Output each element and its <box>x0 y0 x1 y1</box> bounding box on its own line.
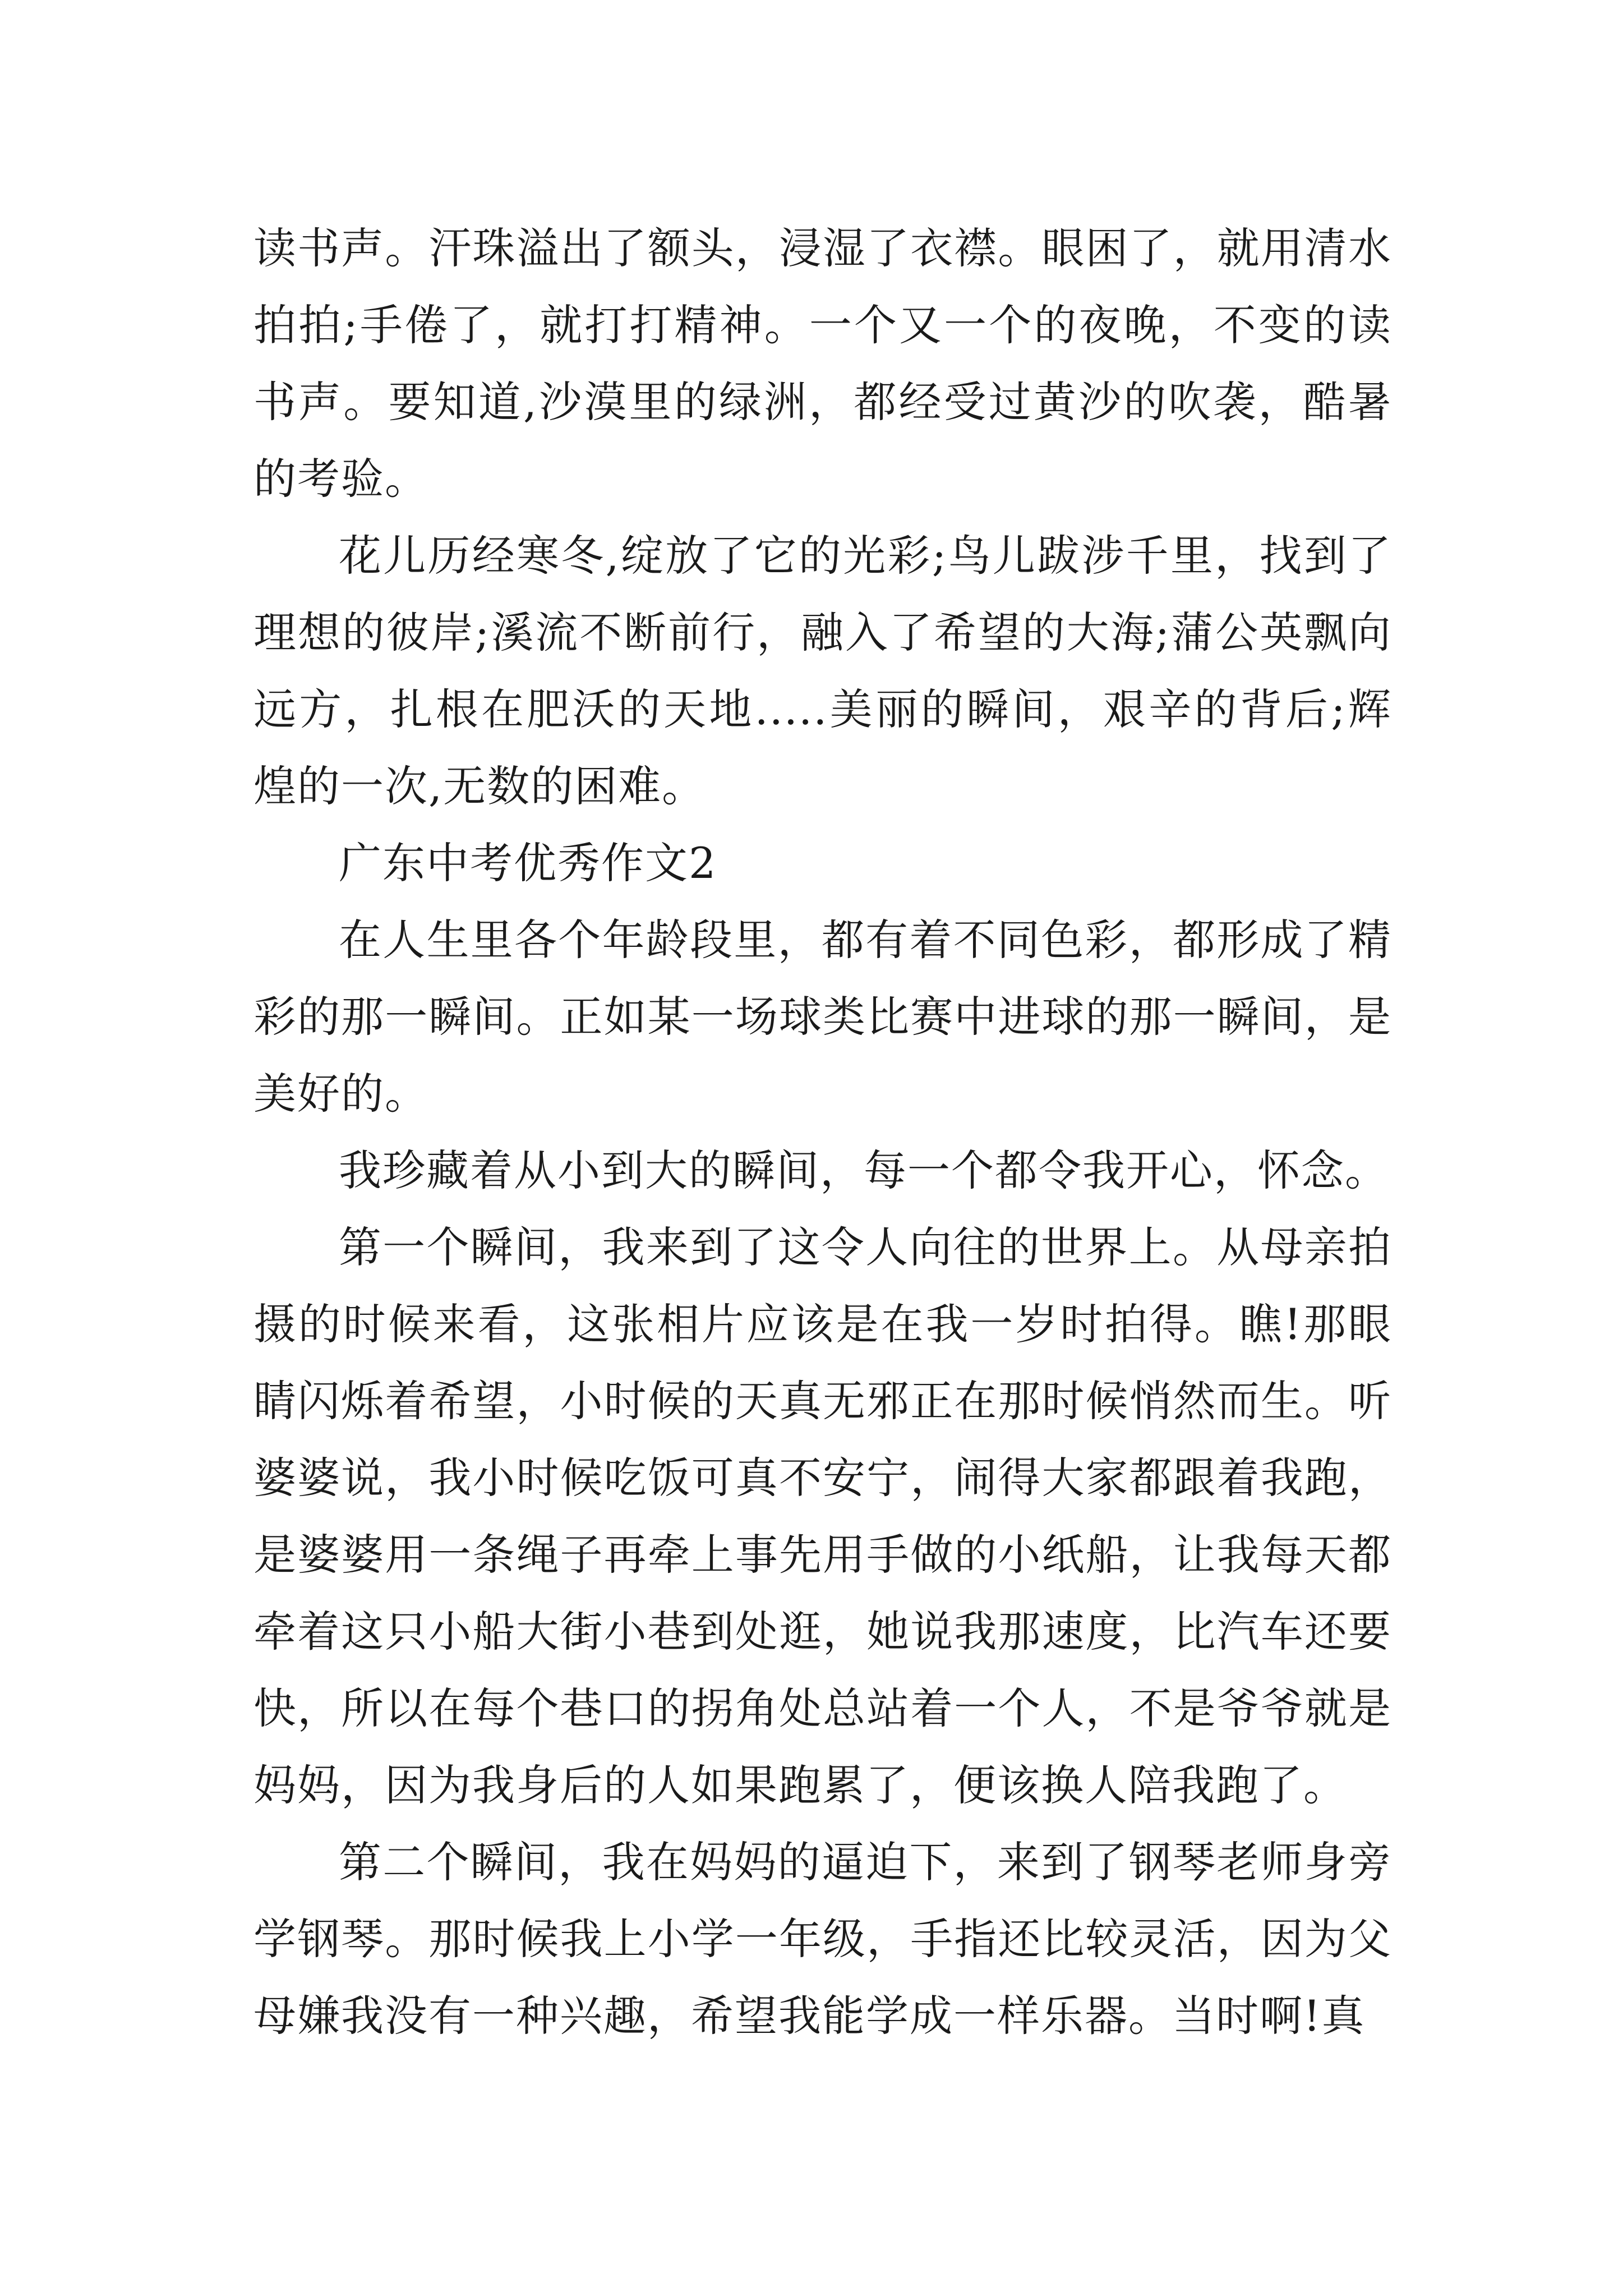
paragraph-treasure: 我珍藏着从小到大的瞬间，每一个都令我开心，怀念。 <box>339 1145 1389 1195</box>
paragraph-first-moment: 第一个瞬间，我来到了这令人向往的世界上。从母亲拍摄的时候来看，这张相片应该是在我一岁时拍得。瞧!那眼睛闪烁着希望，小时候的天真无邪正在那时候悄然而生。听婆婆说，我小时候吃饭可真不安宁，闹得大家都跟着我跑，是婆婆用一条绳子再牵上事先用手做的小纸船，让我每天都牵着这只小船大街小巷到处逛，她说我那速度，比汽车还要快，所以在每个巷口的拐角处总站着一个人，不是爷爷就是妈妈，因为我身后的人如果跑累了，便该换人陪我跑了。 <box>253 1222 1392 1810</box>
paragraph-flowers: 花儿历经寒冬,绽放了它的光彩;鸟儿跋涉千里，找到了理想的彼岸;溪流不断前行，融入了希望的大海;蒲公英飘向远方，扎根在肥沃的天地.....美丽的瞬间，艰辛的背后;辉煌的一次,无数的困难。 <box>253 531 1392 811</box>
paragraph-second-moment: 第二个瞬间，我在妈妈的逼迫下，来到了钢琴老师身旁学钢琴。那时候我上小学一年级，手指还比较灵活，因为父母嫌我没有一种兴趣，希望我能学成一样乐器。当时啊!真 <box>253 1837 1392 2041</box>
paragraph-continuation: 读书声。汗珠溢出了额头，浸湿了衣襟。眼困了，就用清水拍拍;手倦了，就打打精神。一个又一个的夜晚，不变的读书声。要知道,沙漠里的绿洲，都经受过黄沙的吹袭，酷暑的考验。 <box>253 223 1392 504</box>
document-body <box>253 210 1392 2054</box>
essay-title: 广东中考优秀作文2 <box>339 838 717 888</box>
paragraph-intro: 在人生里各个年龄段里，都有着不同色彩，都形成了精彩的那一瞬间。正如某一场球类比赛中进球的那一瞬间，是美好的。 <box>253 915 1392 1119</box>
